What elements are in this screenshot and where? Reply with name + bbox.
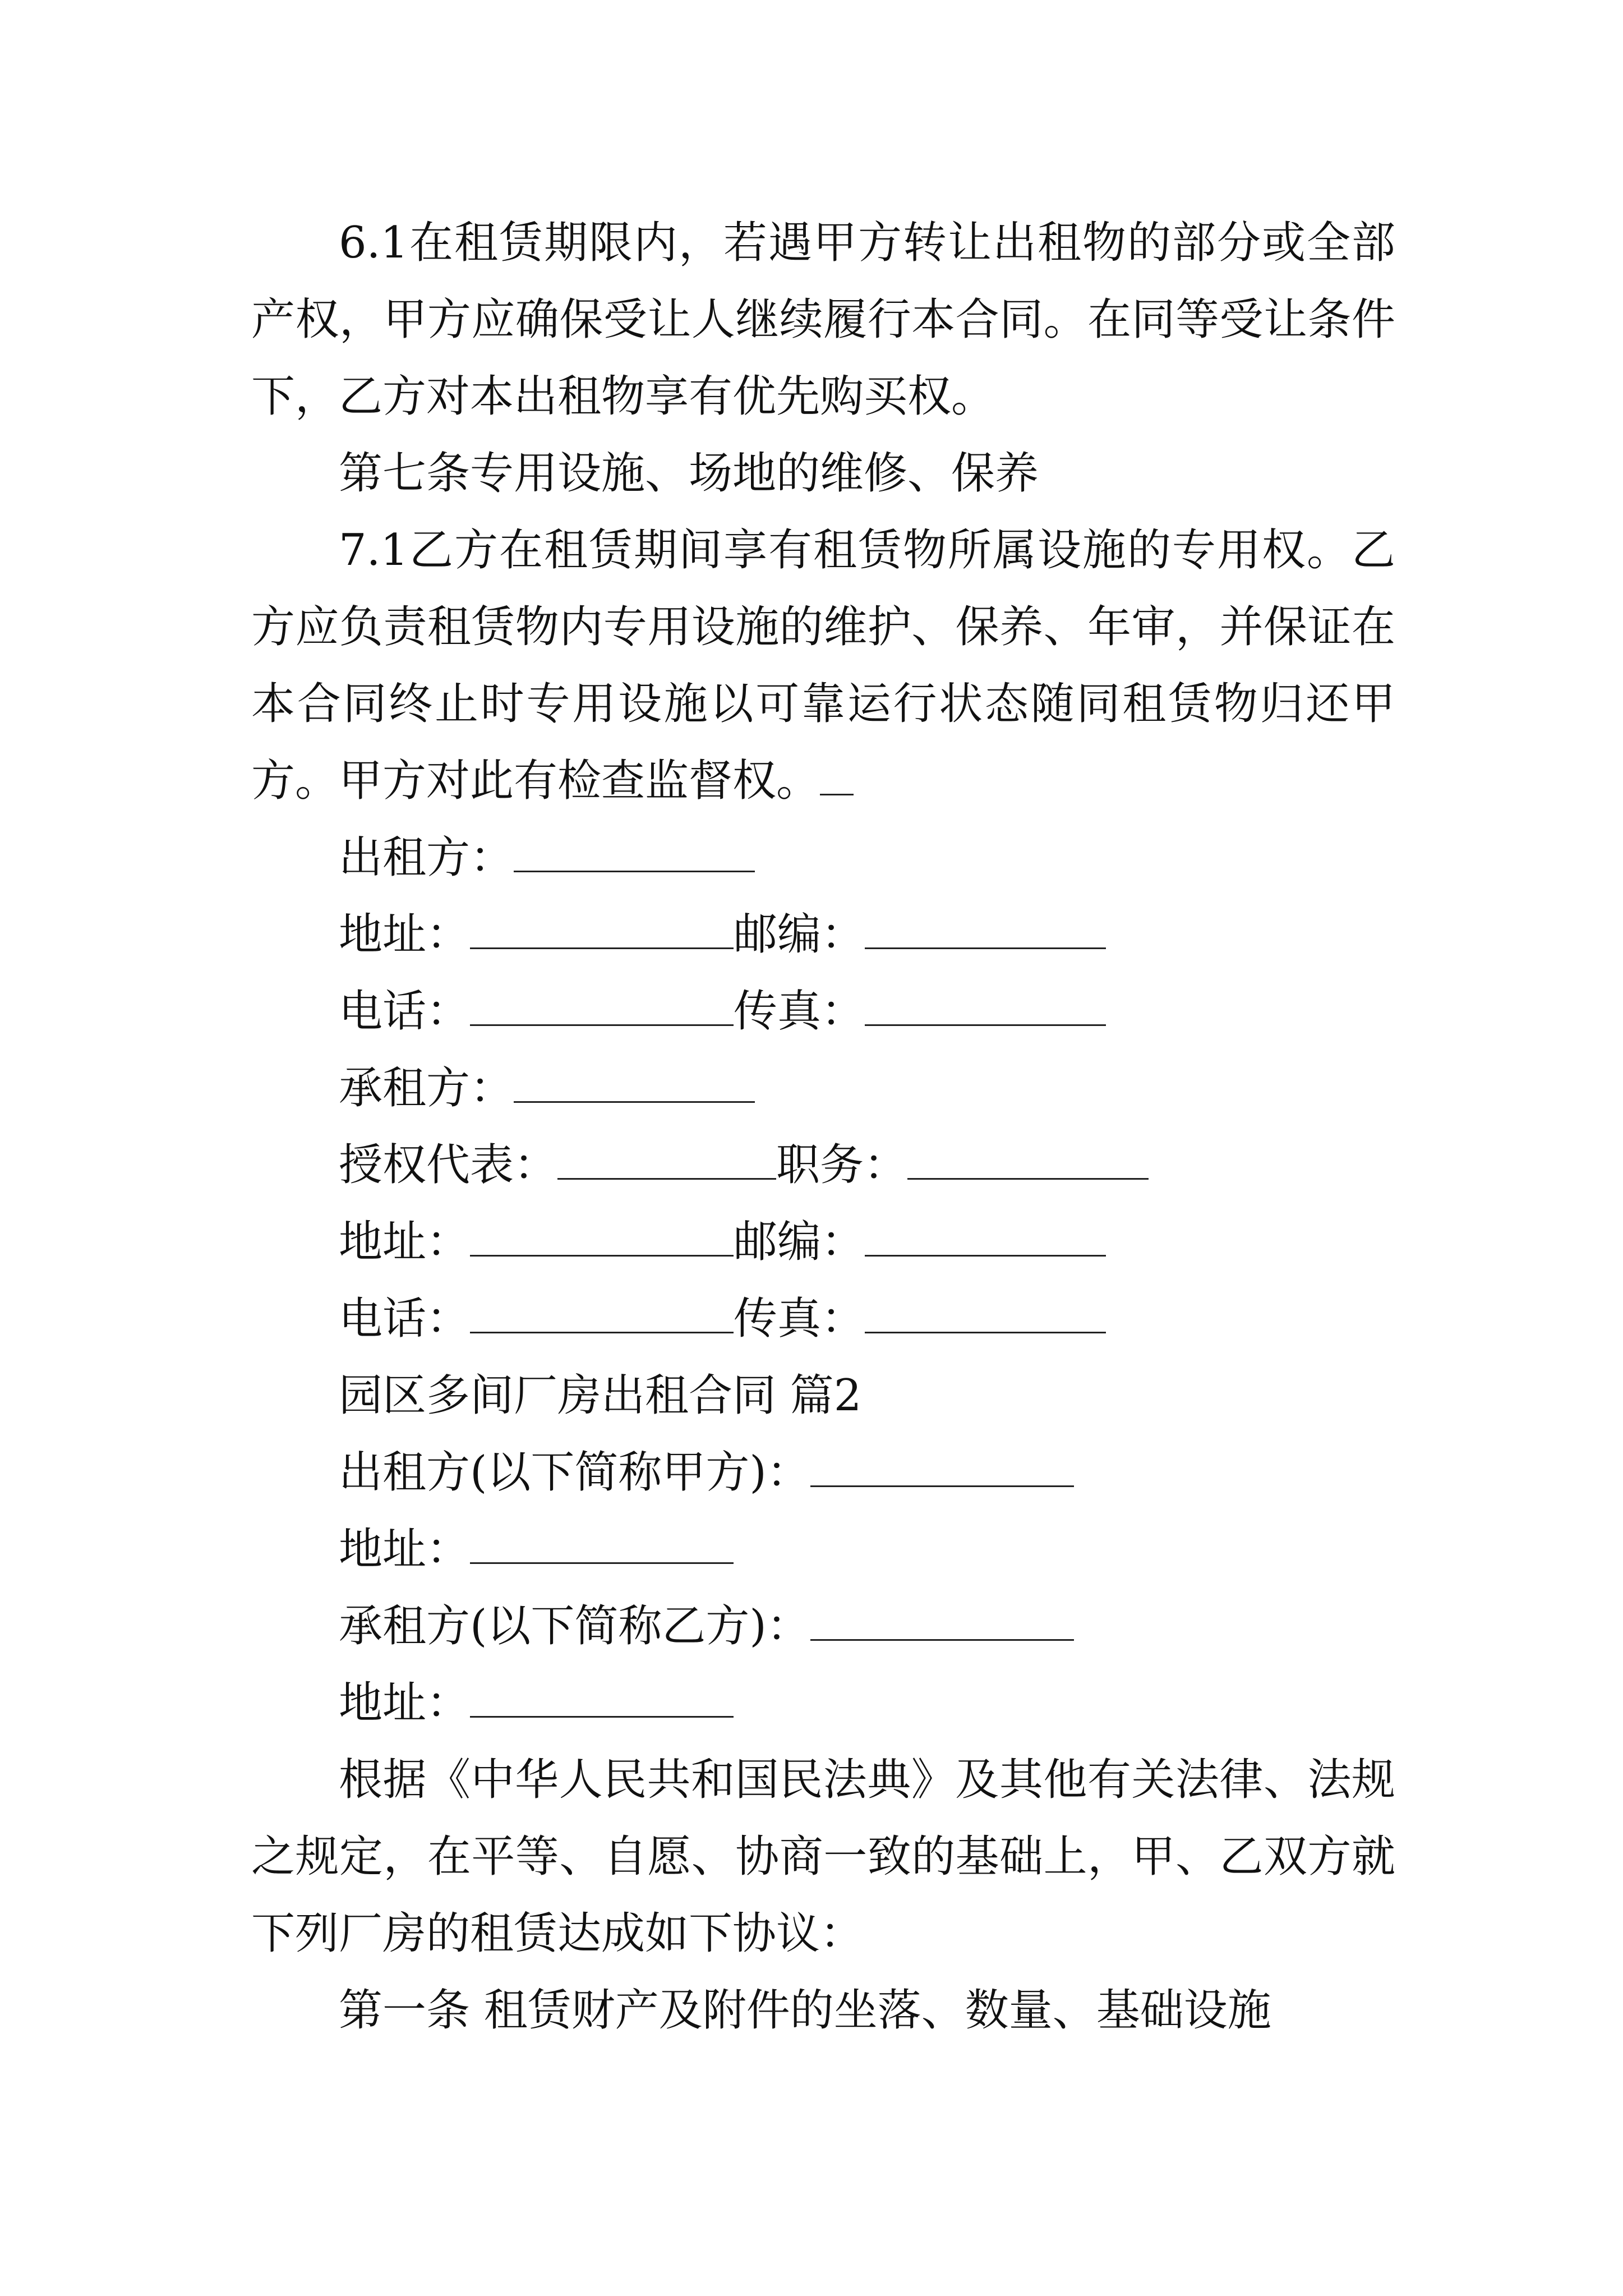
clause-6-1-line-1: 6.1在租赁期限内，若遇甲方转让出租物的部分或全部	[339, 218, 1395, 268]
lessor-address-label: 地址：	[339, 909, 471, 960]
intro-line-1: 根据《中华人民共和国民法典》及其他有关法律、法规	[339, 1755, 1395, 1805]
clause-7-1-line-3: 本合同终止时专用设施以可靠运行状态随同租赁物归还甲	[251, 679, 1395, 729]
party-b-row	[251, 1588, 1395, 1665]
lessee-postcode-blank	[865, 1217, 1106, 1257]
party-a-label: 出租方(以下简称甲方)：	[339, 1447, 810, 1498]
lessor-blank	[514, 832, 755, 872]
trailing-blank	[820, 756, 854, 795]
lessee-phone-blank	[470, 1294, 734, 1333]
party-a-address-label: 地址：	[339, 1524, 471, 1575]
lessor-phone-label: 电话：	[339, 986, 471, 1037]
party-a-address-blank	[470, 1524, 734, 1564]
party-a-blank	[810, 1447, 1074, 1487]
lessee-row	[251, 1050, 1395, 1127]
lessee-phone-label: 电话：	[339, 1294, 471, 1344]
party-a-row	[251, 1434, 1395, 1511]
lessee-address-blank	[470, 1217, 734, 1257]
clause-6-1-line-2: 产权，甲方应确保受让人继续履行本合同。在同等受让条件	[251, 295, 1395, 345]
lessee-fax-blank	[865, 1294, 1106, 1333]
lessor-address-row	[251, 896, 1395, 973]
lessor-postcode-blank	[865, 909, 1106, 949]
lessee-rep-label: 授权代表：	[339, 1140, 558, 1190]
party-a-address-row	[251, 1511, 1395, 1588]
party-b-address-label: 地址：	[339, 1678, 471, 1728]
lessor-phone-blank	[470, 986, 734, 1026]
lessee-position-label: 职务：	[776, 1140, 908, 1190]
party-b-address-row	[251, 1665, 1395, 1742]
lessee-phone-row	[251, 1281, 1395, 1358]
lessee-label: 承租方：	[339, 1063, 514, 1114]
article-7-heading: 第七条专用设施、场地的维修、保养	[339, 448, 1039, 499]
lessee-postcode-label: 邮编：	[734, 1217, 865, 1267]
lessee-rep-row	[251, 1127, 1395, 1204]
party-b-address-blank	[470, 1678, 734, 1718]
intro-line-2: 之规定，在平等、自愿、协商一致的基础上，甲、乙双方就	[251, 1832, 1395, 1882]
lessee-address-row	[251, 1204, 1395, 1281]
clause-7-1-line-4-text: 方。甲方对此有检查监督权。	[251, 756, 820, 806]
lessor-label: 出租方：	[339, 832, 514, 883]
article-1-heading: 第一条 租赁财产及附件的坐落、数量、基础设施	[339, 1985, 1271, 2036]
clause-7-1-line-2: 方应负责租赁物内专用设施的维护、保养、年审，并保证在	[251, 602, 1395, 652]
lessor-fax-label: 传真：	[734, 986, 865, 1037]
clause-6-1-line-3: 下，乙方对本出租物享有优先购买权。	[251, 371, 995, 422]
clause-7-1-line-4	[251, 743, 1395, 820]
lessor-phone-row	[251, 973, 1395, 1050]
lessee-position-blank	[907, 1140, 1149, 1180]
lessor-postcode-label: 邮编：	[734, 909, 865, 960]
lessor-row	[251, 820, 1395, 896]
lessee-fax-label: 传真：	[734, 1294, 865, 1344]
lessee-rep-blank	[557, 1140, 776, 1180]
lessee-blank	[514, 1063, 755, 1103]
party-b-label: 承租方(以下简称乙方)：	[339, 1601, 810, 1651]
lessor-fax-blank	[865, 986, 1106, 1026]
party-b-blank	[810, 1601, 1074, 1641]
intro-line-3: 下列厂房的租赁达成如下协议：	[251, 1908, 864, 1959]
clause-7-1-line-1: 7.1乙方在租赁期间享有租赁物所属设施的专用权。乙	[339, 525, 1395, 576]
lessor-address-blank	[470, 909, 734, 949]
document-body	[251, 205, 1395, 2049]
part-2-title: 园区多间厂房出租合同 篇2	[339, 1370, 862, 1421]
lessee-address-label: 地址：	[339, 1217, 471, 1267]
